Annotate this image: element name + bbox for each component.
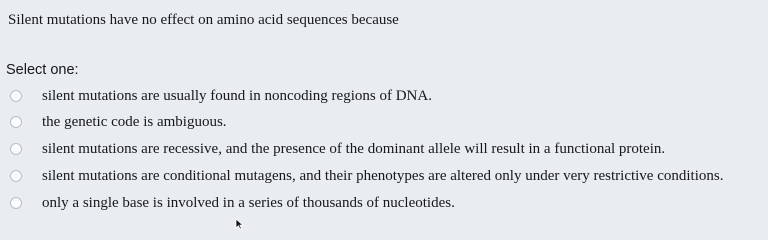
- answer-option-d[interactable]: [10, 166, 723, 186]
- question-text: Silent mutations have no effect on amino acid sequences because: [8, 12, 399, 28]
- answer-option-e-text[interactable]: only a single base is involved in a series of thousands of nucleotides.: [42, 195, 455, 211]
- answer-option-a[interactable]: [10, 86, 432, 106]
- radio-button-b[interactable]: [10, 116, 22, 128]
- answer-option-b[interactable]: [10, 112, 227, 132]
- select-one-label: Select one:: [6, 62, 79, 78]
- radio-button-c[interactable]: [10, 143, 22, 155]
- answer-option-a-text[interactable]: silent mutations are usually found in noncoding regions of DNA.: [42, 88, 432, 104]
- answer-option-c[interactable]: [10, 139, 665, 159]
- answer-option-b-text[interactable]: the genetic code is ambiguous.: [42, 114, 227, 130]
- answer-option-c-text[interactable]: silent mutations are recessive, and the presence of the dominant allele will result in a functional protein.: [42, 141, 666, 157]
- mouse-pointer-icon: [235, 218, 245, 230]
- answer-option-e[interactable]: [10, 193, 455, 213]
- radio-button-e[interactable]: [10, 197, 22, 209]
- answer-option-d-text[interactable]: silent mutations are conditional mutagens, and their phenotypes are altered only under very restrictive conditions.: [42, 168, 724, 184]
- radio-button-d[interactable]: [10, 170, 22, 182]
- radio-button-a[interactable]: [10, 90, 22, 102]
